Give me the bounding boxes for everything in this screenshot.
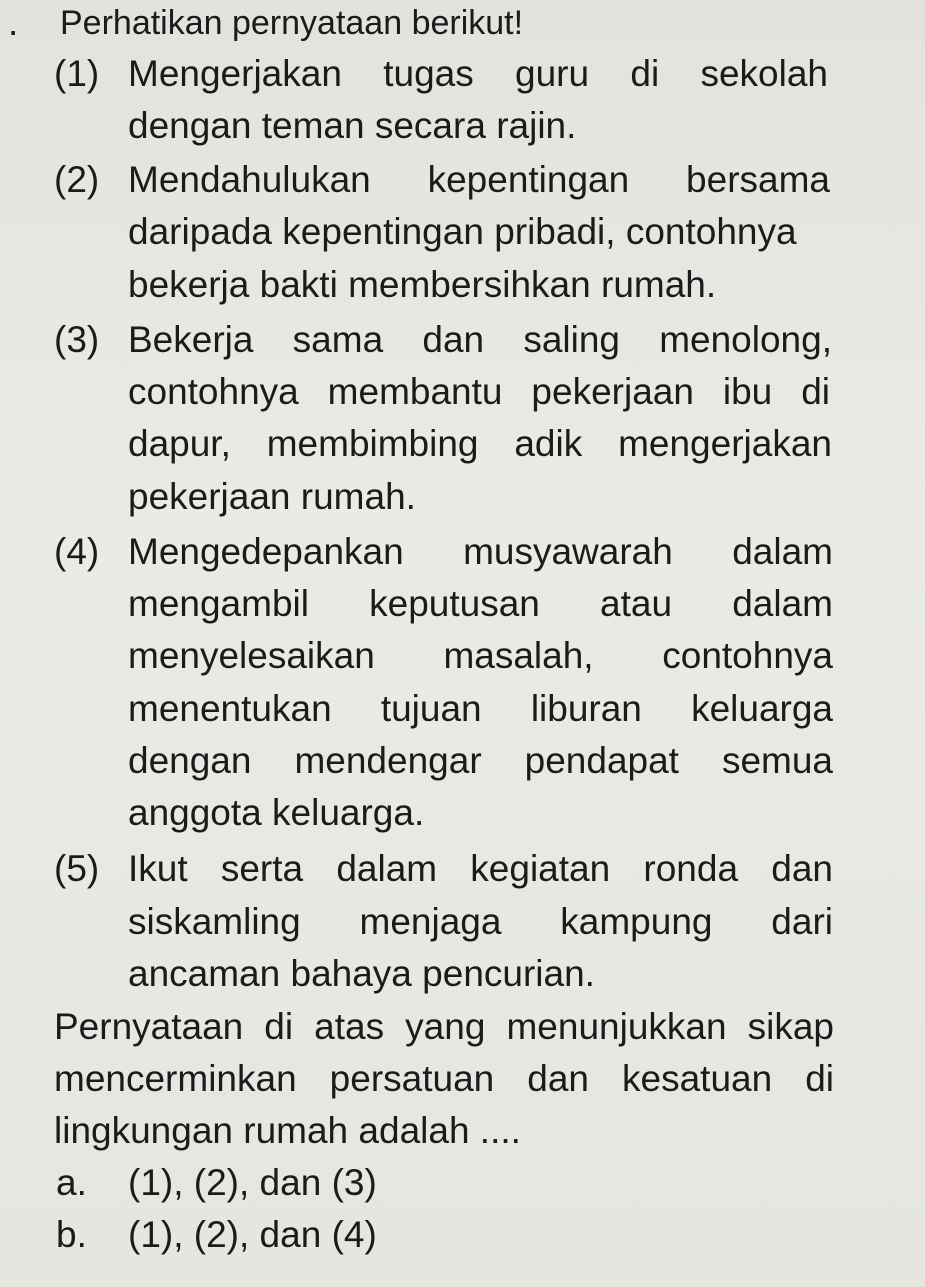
option-b-text: (1), (2), dan (4) <box>128 1214 377 1255</box>
statement-4-line-4: menentukan tujuan liburan keluarga <box>128 688 833 729</box>
statement-3-line-3: dapur, membimbing adik mengerjakan <box>128 423 832 464</box>
statement-2-line-1: Mendahulukan kepentingan bersama <box>128 159 830 200</box>
statement-1-line-2: dengan teman secara rajin. <box>128 105 577 146</box>
option-a-letter: a. <box>56 1162 87 1203</box>
option-b-letter: b. <box>56 1214 87 1255</box>
statement-4-line-2: mengambil keputusan atau dalam <box>128 583 833 624</box>
statement-3-line-1: Bekerja sama dan saling menolong, <box>128 319 832 360</box>
option-a-text: (1), (2), dan (3) <box>128 1162 377 1203</box>
prompt-line-1: Pernyataan di atas yang menunjukkan sikap <box>54 1006 834 1047</box>
statement-4-line-1: Mengedepankan musyawarah dalam <box>128 531 833 572</box>
statement-1-line-1: Mengerjakan tugas guru di sekolah <box>128 53 828 94</box>
prompt-line-2: mencerminkan persatuan dan kesatuan di <box>54 1058 834 1099</box>
statement-5-number: (5) <box>54 848 100 889</box>
statement-4-line-5: dengan mendengar pendapat semua <box>128 740 833 781</box>
statement-3-line-4: pekerjaan rumah. <box>128 476 416 517</box>
statement-2-line-3: bekerja bakti membersihkan rumah. <box>128 264 717 305</box>
prompt-line-3: lingkungan rumah adalah .... <box>54 1110 521 1151</box>
statement-4-line-3: menyelesaikan masalah, contohnya <box>128 635 833 676</box>
statement-4-line-6: anggota keluarga. <box>128 792 425 833</box>
statement-5-line-1: Ikut serta dalam kegiatan ronda dan <box>128 848 833 889</box>
statement-3-number: (3) <box>54 319 100 360</box>
statement-5-line-3: ancaman bahaya pencurian. <box>128 953 595 994</box>
question-number-mark: . <box>8 2 19 43</box>
question-intro: Perhatikan pernyataan berikut! <box>60 4 524 42</box>
statement-2-number: (2) <box>54 159 100 200</box>
statement-3-line-2: contohnya membantu pekerjaan ibu di <box>128 371 830 412</box>
statement-1-number: (1) <box>54 53 100 94</box>
statement-2-line-2: daripada kepentingan pribadi, contohnya <box>128 211 797 252</box>
statement-5-line-2: siskamling menjaga kampung dari <box>128 901 833 942</box>
statement-4-number: (4) <box>54 531 100 572</box>
